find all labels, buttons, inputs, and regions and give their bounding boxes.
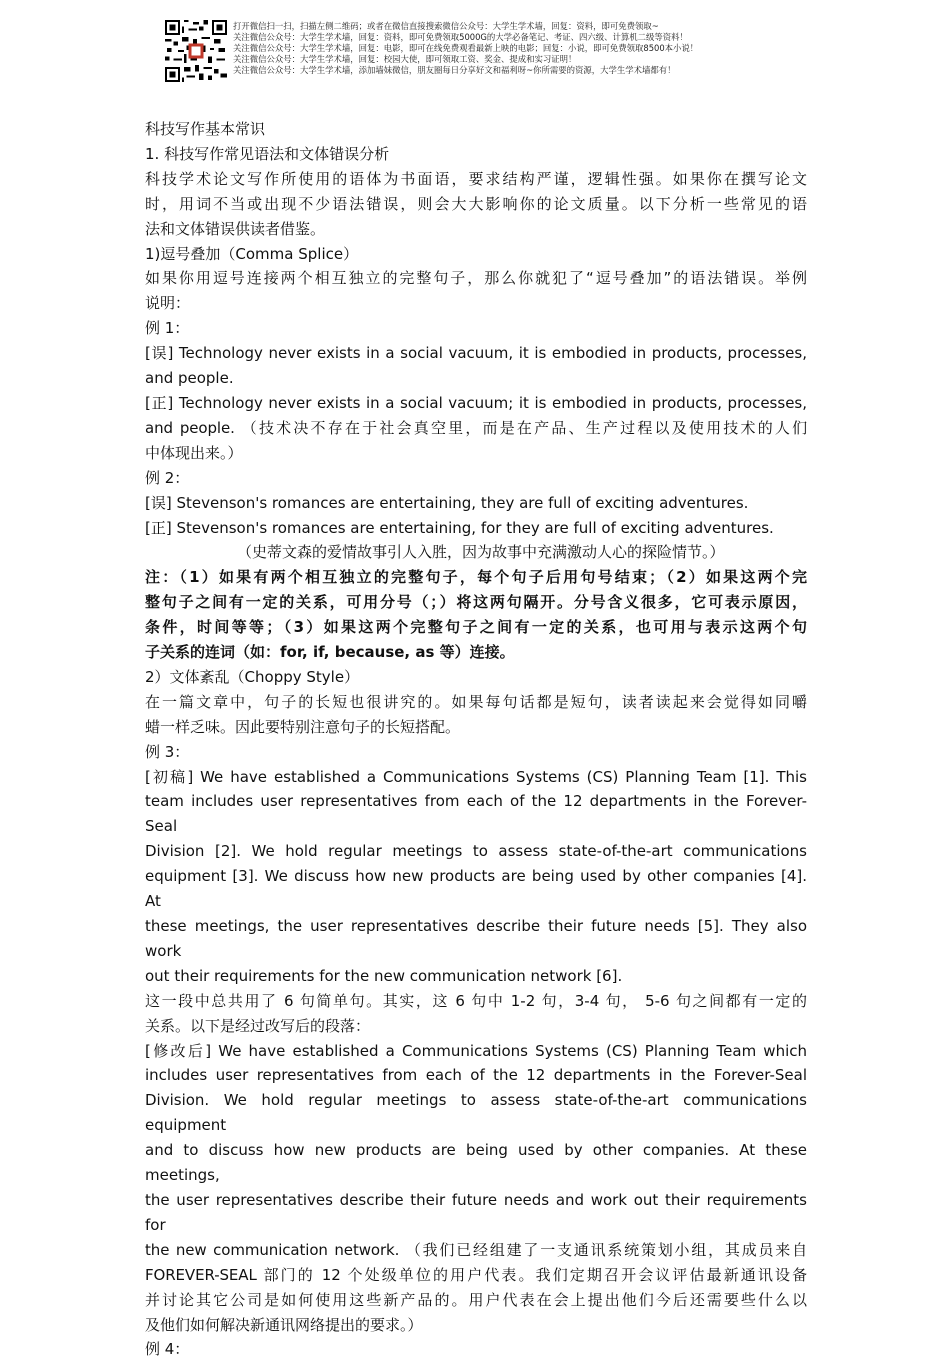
note-line: 条件，时间等等；（3）如果这两个完整句子之间有一定的关系，也可用与表示这两个句 xyxy=(145,618,807,637)
example-wrong-line: [误] Stevenson's romances are entertaining, they are full of exciting adventures. xyxy=(145,493,749,512)
promo-line: 关注微信公众号：大学生学术墙，添加墙妹微信，朋友圈每日分享好文和福利呀~你所需要的资源，大学生学术墙都有！ xyxy=(233,64,676,75)
note-line: 整句子之间有一定的关系，可用分号（；）将这两句隔开。分号含义很多，它可表示原因， xyxy=(145,593,807,612)
desc-line: 如果你用逗号连接两个相互独立的完整句子，那么你就犯了“逗号叠加”的语法错误。举例 xyxy=(145,269,807,288)
note-line: 注：（1）如果有两个相互独立的完整句子，每个句子后用句号结束；（2）如果这两个完 xyxy=(145,568,807,587)
promo-text xyxy=(233,21,698,76)
draft-line: Division [2]. We hold regular meetings to assess state-of-the-art communications xyxy=(145,842,807,861)
intro-line: 法和文体错误供读者借鉴。 xyxy=(145,219,326,238)
revised-line: includes user representatives from each of the 12 departments in the Forever-Seal xyxy=(145,1066,807,1085)
revised-line: the user representatives describe their future needs and work out their requirements for xyxy=(145,1190,807,1234)
revised-line: FOREVER-SEAL 部门的 12 个处级单位的用户代表。我们定期召开会议评估最新通讯设备 xyxy=(145,1265,807,1284)
desc-line: 说明： xyxy=(145,294,191,313)
draft-line: equipment [3]. We discuss how new products are being used by other companies [4]. At xyxy=(145,867,807,911)
comment-line: 这一段中总共用了 6 句简单句。其实，这 6 句中 1-2 句，3-4 句， 5-6 句之间都有一定的 xyxy=(145,991,807,1010)
desc-line: 在一篇文章中，句子的长短也很讲究的。如果每句话都是短句，读者读起来会觉得如同嚼 xyxy=(145,692,807,711)
draft-line: team includes user representatives from each of the 12 departments in the Forever-Seal xyxy=(145,792,807,836)
promo-line: 关注微信公众号：大学生学术墙，回复：资料，即可免费领取5000G的大学必备笔记、考证、四六级、计算机二级等资料！ xyxy=(233,31,688,42)
revised-line: 及他们如何解决新通讯网络提出的要求。） xyxy=(145,1315,423,1334)
subheading-choppy-style: 2）文体紊乱（Choppy Style） xyxy=(145,667,360,686)
promo-header xyxy=(165,20,765,86)
intro-line: 时，用词不当或出现不少语法错误，则会大大影响你的论文质量。以下分析一些常见的语 xyxy=(145,194,807,213)
revised-line: and to discuss how new products are being used by other companies. At these meetings, xyxy=(145,1141,807,1185)
note-line: 子关系的连词（如：for, if, because, as 等）连接。 xyxy=(145,643,515,662)
example-right-line: and people. （技术决不存在于社会真空里，而是在产品、生产过程以及使用技术的人们 xyxy=(145,418,807,437)
example-label: 例 1： xyxy=(145,319,190,338)
example-right-line: [正] Stevenson's romances are entertaining, for they are full of exciting adventures. xyxy=(145,518,774,537)
example-wrong-line: and people. xyxy=(145,369,234,388)
example-translation: （史蒂文森的爱情故事引人入胜，因为故事中充满激动人心的探险情节。） xyxy=(237,543,725,562)
qr-code-icon[interactable] xyxy=(165,20,227,82)
subheading-comma-splice: 1)逗号叠加（Comma Splice） xyxy=(145,244,359,263)
example-right-line: 中体现出来。） xyxy=(145,443,243,462)
comment-line: 关系。以下是经过改写后的段落： xyxy=(145,1016,371,1035)
revised-line: Division. We hold regular meetings to assess state-of-the-art communications equipment xyxy=(145,1091,807,1135)
draft-line: these meetings, the user representatives describe their future needs [5]. They also work xyxy=(145,917,807,960)
promo-line: 打开微信扫一扫，扫描左侧二维码；或者在微信直接搜索微信公众号：大学生学术墙，回复：资料，即可免费领取~ xyxy=(233,21,659,31)
example-label: 例 3： xyxy=(145,742,190,761)
intro-line: 科技学术论文写作所使用的语体为书面语，要求结构严谨，逻辑性强。如果你在撰写论文 xyxy=(145,169,807,188)
example-label: 例 4： xyxy=(145,1340,190,1359)
section-heading: 1. 科技写作常见语法和文体错误分析 xyxy=(145,144,390,163)
doc-title: 科技写作基本常识 xyxy=(145,120,266,138)
desc-line: 蜡一样乏味。因此要特别注意句子的长短搭配。 xyxy=(145,717,461,736)
draft-line: out their requirements for the new communication network [6]. xyxy=(145,966,623,985)
revised-line: 并讨论其它公司是如何使用这些新产品的。用户代表在会上提出他们今后还需要些什么以 xyxy=(145,1290,807,1309)
promo-line: 关注微信公众号：大学生学术墙，回复：校园大使，即可领取工资、奖金、提成和实习证明！ xyxy=(233,53,577,64)
promo-line: 关注微信公众号：大学生学术墙，回复：电影，即可在线免费观看最新上映的电影；回复：小说，即可免费领取8500本小说！ xyxy=(233,42,699,53)
example-wrong-line: [误] Technology never exists in a social vacuum, it is embodied in products, processes, xyxy=(145,344,807,363)
draft-line: [初稿] We have established a Communications Systems (CS) Planning Team [1]. This xyxy=(145,767,807,786)
revised-line: [修改后] We have established a Communications Systems (CS) Planning Team which xyxy=(145,1041,807,1060)
example-label: 例 2： xyxy=(145,468,190,487)
document-body xyxy=(145,117,807,1362)
revised-line: the new communication network. （我们已经组建了一支通讯系统策划小组，其成员来自 xyxy=(145,1240,807,1259)
example-right-line: [正] Technology never exists in a social vacuum; it is embodied in products, processes, xyxy=(145,393,807,412)
